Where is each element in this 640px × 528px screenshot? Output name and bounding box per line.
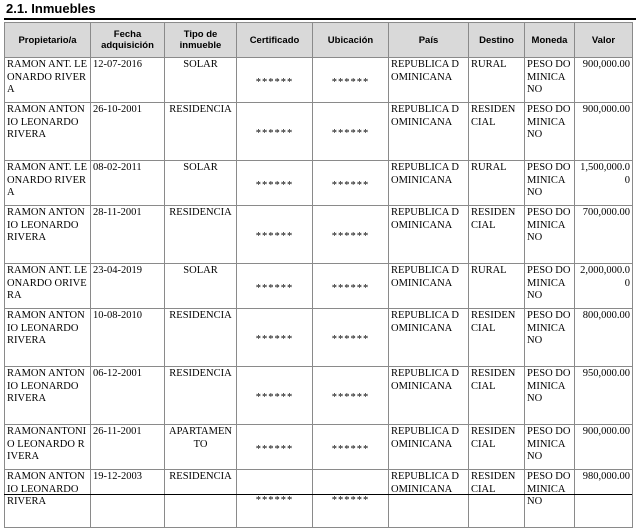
cell-tipo: RESIDENCIA xyxy=(165,309,237,367)
cell-destino: RURAL xyxy=(469,264,525,309)
cell-destino: RESIDENCIAL xyxy=(469,425,525,470)
cell-moneda: PESO DOMINICANO xyxy=(525,161,575,206)
cell-tipo: RESIDENCIA xyxy=(165,470,237,528)
cell-pais: REPUBLICA DOMINICANA xyxy=(389,161,469,206)
cell-fecha: 28-11-2001 xyxy=(91,206,165,264)
cell-tipo: APARTAMENTO xyxy=(165,425,237,470)
cell-ubicacion: ****** xyxy=(313,470,389,528)
table-row xyxy=(5,309,633,367)
column-header-moneda: Moneda xyxy=(525,23,575,58)
cell-tipo: RESIDENCIA xyxy=(165,103,237,161)
cell-certificado: ****** xyxy=(237,103,313,161)
cell-tipo: SOLAR xyxy=(165,161,237,206)
cell-destino: RESIDENCIAL xyxy=(469,103,525,161)
cell-valor: 900,000.00 xyxy=(575,425,633,470)
cell-valor: 2,000,000.00 xyxy=(575,264,633,309)
cell-pais: REPUBLICA DOMINICANA xyxy=(389,425,469,470)
cell-moneda: PESO DOMINICANO xyxy=(525,264,575,309)
cell-ubicacion: ****** xyxy=(313,264,389,309)
cell-certificado: ****** xyxy=(237,367,313,425)
cell-certificado: ****** xyxy=(237,206,313,264)
cell-fecha: 10-08-2010 xyxy=(91,309,165,367)
cell-moneda: PESO DOMINICANO xyxy=(525,425,575,470)
cell-certificado: ****** xyxy=(237,425,313,470)
table-row xyxy=(5,264,633,309)
cell-propietario: RAMON ANTONIO LEONARDO RIVERA xyxy=(5,309,91,367)
cell-propietario: RAMON ANT. LEONARDO ORIVERA xyxy=(5,264,91,309)
cell-ubicacion: ****** xyxy=(313,206,389,264)
cell-fecha: 26-10-2001 xyxy=(91,103,165,161)
cell-fecha: 23-04-2019 xyxy=(91,264,165,309)
cell-destino: RESIDENCIAL xyxy=(469,470,525,528)
inmuebles-table xyxy=(4,22,633,528)
cell-ubicacion: ****** xyxy=(313,367,389,425)
column-header-propietario: Propietario/a xyxy=(5,23,91,58)
cell-moneda: PESO DOMINICANO xyxy=(525,309,575,367)
table-row xyxy=(5,103,633,161)
section-title: 2.1. Inmuebles xyxy=(4,0,636,20)
cell-certificado: ****** xyxy=(237,58,313,103)
cell-ubicacion: ****** xyxy=(313,103,389,161)
cell-tipo: RESIDENCIA xyxy=(165,206,237,264)
cell-propietario: RAMON ANTONIO LEONARDO RIVERA xyxy=(5,103,91,161)
cell-ubicacion: ****** xyxy=(313,425,389,470)
cell-pais: REPUBLICA DOMINICANA xyxy=(389,309,469,367)
column-header-valor: Valor xyxy=(575,23,633,58)
cell-propietario: RAMON ANTONIO LEONARDO RIVERA xyxy=(5,206,91,264)
cell-fecha: 12-07-2016 xyxy=(91,58,165,103)
cell-propietario: RAMON ANT. LEONARDO RIVERA xyxy=(5,161,91,206)
cell-fecha: 26-11-2001 xyxy=(91,425,165,470)
column-header-tipo: Tipo de inmueble xyxy=(165,23,237,58)
cell-moneda: PESO DOMINICANO xyxy=(525,103,575,161)
cell-valor: 980,000.00 xyxy=(575,470,633,528)
cell-destino: RURAL xyxy=(469,58,525,103)
cell-fecha: 19-12-2003 xyxy=(91,470,165,528)
cell-pais: REPUBLICA DOMINICANA xyxy=(389,470,469,528)
cell-valor: 900,000.00 xyxy=(575,58,633,103)
cell-pais: REPUBLICA DOMINICANA xyxy=(389,103,469,161)
table-row xyxy=(5,58,633,103)
column-header-destino: Destino xyxy=(469,23,525,58)
cell-destino: RESIDENCIAL xyxy=(469,206,525,264)
cell-moneda: PESO DOMINICANO xyxy=(525,206,575,264)
cell-ubicacion: ****** xyxy=(313,58,389,103)
cell-destino: RESIDENCIAL xyxy=(469,367,525,425)
column-header-pais: País xyxy=(389,23,469,58)
cell-pais: REPUBLICA DOMINICANA xyxy=(389,206,469,264)
cell-moneda: PESO DOMINICANO xyxy=(525,367,575,425)
cell-valor: 1,500,000.00 xyxy=(575,161,633,206)
column-header-ubicacion: Ubicación xyxy=(313,23,389,58)
cell-propietario: RAMON ANTONIO LEONARDO RIVERA xyxy=(5,367,91,425)
cell-fecha: 06-12-2001 xyxy=(91,367,165,425)
table-row xyxy=(5,206,633,264)
cell-moneda: PESO DOMINICANO xyxy=(525,470,575,528)
cell-valor: 800,000.00 xyxy=(575,309,633,367)
cell-destino: RESIDENCIAL xyxy=(469,309,525,367)
cell-tipo: SOLAR xyxy=(165,264,237,309)
table-row xyxy=(5,425,633,470)
cell-valor: 900,000.00 xyxy=(575,103,633,161)
cell-propietario: RAMON ANTONIO LEONARDO RIVERA xyxy=(5,470,91,528)
cell-pais: REPUBLICA DOMINICANA xyxy=(389,264,469,309)
cell-certificado: ****** xyxy=(237,470,313,528)
cell-valor: 700,000.00 xyxy=(575,206,633,264)
cell-ubicacion: ****** xyxy=(313,161,389,206)
cell-propietario: RAMONANTONIO LEONARDO RIVERA xyxy=(5,425,91,470)
cell-certificado: ****** xyxy=(237,264,313,309)
table-row xyxy=(5,367,633,425)
column-header-certificado: Certificado xyxy=(237,23,313,58)
cell-valor: 950,000.00 xyxy=(575,367,633,425)
cell-pais: REPUBLICA DOMINICANA xyxy=(389,58,469,103)
cell-tipo: SOLAR xyxy=(165,58,237,103)
table-row xyxy=(5,161,633,206)
cell-pais: REPUBLICA DOMINICANA xyxy=(389,367,469,425)
cell-tipo: RESIDENCIA xyxy=(165,367,237,425)
column-header-fecha: Fecha adquisición xyxy=(91,23,165,58)
cell-certificado: ****** xyxy=(237,161,313,206)
cell-ubicacion: ****** xyxy=(313,309,389,367)
cell-certificado: ****** xyxy=(237,309,313,367)
cell-destino: RURAL xyxy=(469,161,525,206)
cell-moneda: PESO DOMINICANO xyxy=(525,58,575,103)
table-row xyxy=(5,470,633,528)
bottom-divider xyxy=(4,494,632,495)
cell-propietario: RAMON ANT. LEONARDO RIVERA xyxy=(5,58,91,103)
table-header-row xyxy=(5,23,633,58)
cell-fecha: 08-02-2011 xyxy=(91,161,165,206)
